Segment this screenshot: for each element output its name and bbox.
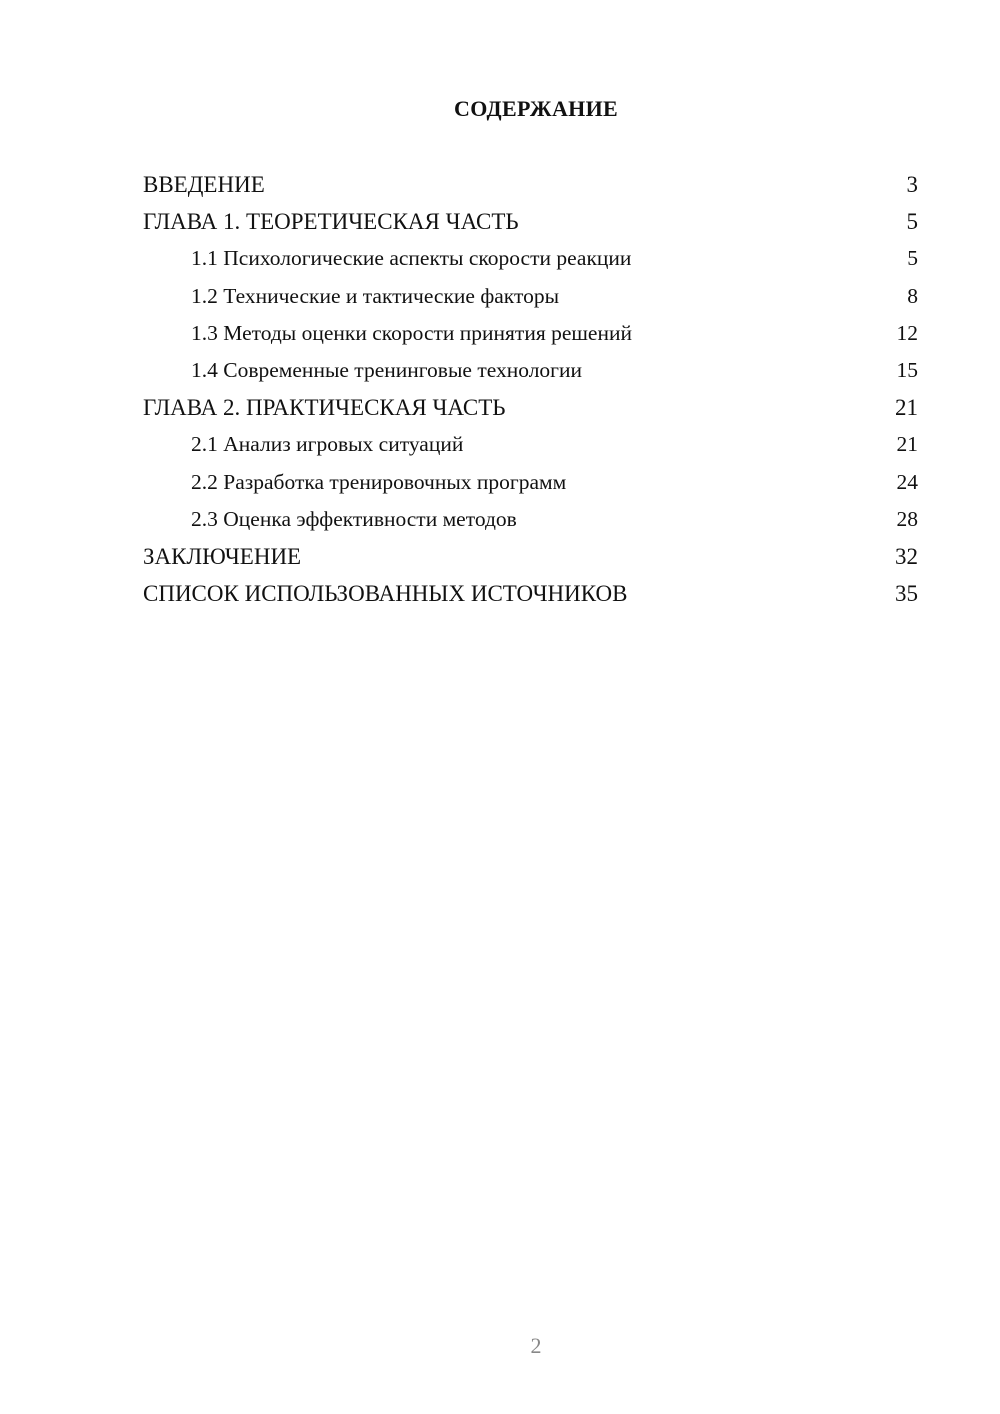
- toc-entry-title: 2.2 Разработка тренировочных программ: [191, 469, 567, 494]
- toc-subentry: [143, 315, 918, 352]
- toc-entry-title: ГЛАВА 2. ПРАКТИЧЕСКАЯ ЧАСТЬ: [143, 395, 506, 421]
- toc-entry-title: 1.2 Технические и тактические факторы: [191, 283, 560, 308]
- toc-entry-title: 2.1 Анализ игровых ситуаций: [191, 432, 464, 457]
- toc-entry-title: 1.4 Современные тренинговые технологии: [191, 357, 583, 382]
- toc-entry-page: 3: [906, 172, 918, 197]
- toc-entry: [143, 538, 918, 575]
- toc-entry-title: 1.3 Методы оценки скорости принятия решений: [191, 320, 632, 345]
- toc-entry-page: 21: [895, 395, 918, 421]
- toc-entry-title: СПИСОК ИСПОЛЬЗОВАННЫХ ИСТОЧНИКОВ: [143, 581, 628, 607]
- toc-entry: [143, 166, 918, 203]
- toc-title: СОДЕРЖАНИЕ: [454, 96, 618, 121]
- page-number: 2: [530, 1333, 542, 1358]
- toc-entry-page: 21: [896, 432, 918, 457]
- toc-subentry: [143, 278, 918, 315]
- toc-entry-page: 35: [895, 581, 918, 607]
- toc-entry-title: 1.1 Психологические аспекты скорости реакции: [191, 246, 632, 271]
- toc-entry-page: 12: [896, 320, 918, 345]
- toc-entry-title: ГЛАВА 1. ТЕОРЕТИЧЕСКАЯ ЧАСТЬ: [143, 209, 519, 235]
- toc-entry-title: ВВЕДЕНИЕ: [143, 172, 265, 197]
- toc-subentry: [143, 240, 918, 277]
- toc-entry-title: 2.3 Оценка эффективности методов: [191, 506, 517, 531]
- toc-entry-page: 24: [896, 469, 918, 494]
- toc-subentry: [143, 464, 918, 501]
- toc-entry: [143, 575, 918, 612]
- table-of-contents: [143, 166, 918, 612]
- toc-entry-page: 28: [896, 506, 918, 531]
- toc-entry-page: 32: [895, 543, 918, 569]
- toc-entry-page: 8: [907, 283, 918, 308]
- toc-entry: [143, 203, 918, 240]
- toc-entry-page: 5: [906, 209, 918, 235]
- toc-entry: [143, 389, 918, 426]
- toc-entry-page: 15: [896, 357, 918, 382]
- toc-subentry: [143, 352, 918, 389]
- toc-entry-title: ЗАКЛЮЧЕНИЕ: [143, 543, 302, 569]
- toc-entry-page: 5: [907, 246, 918, 271]
- toc-subentry: [143, 501, 918, 538]
- toc-subentry: [143, 426, 918, 463]
